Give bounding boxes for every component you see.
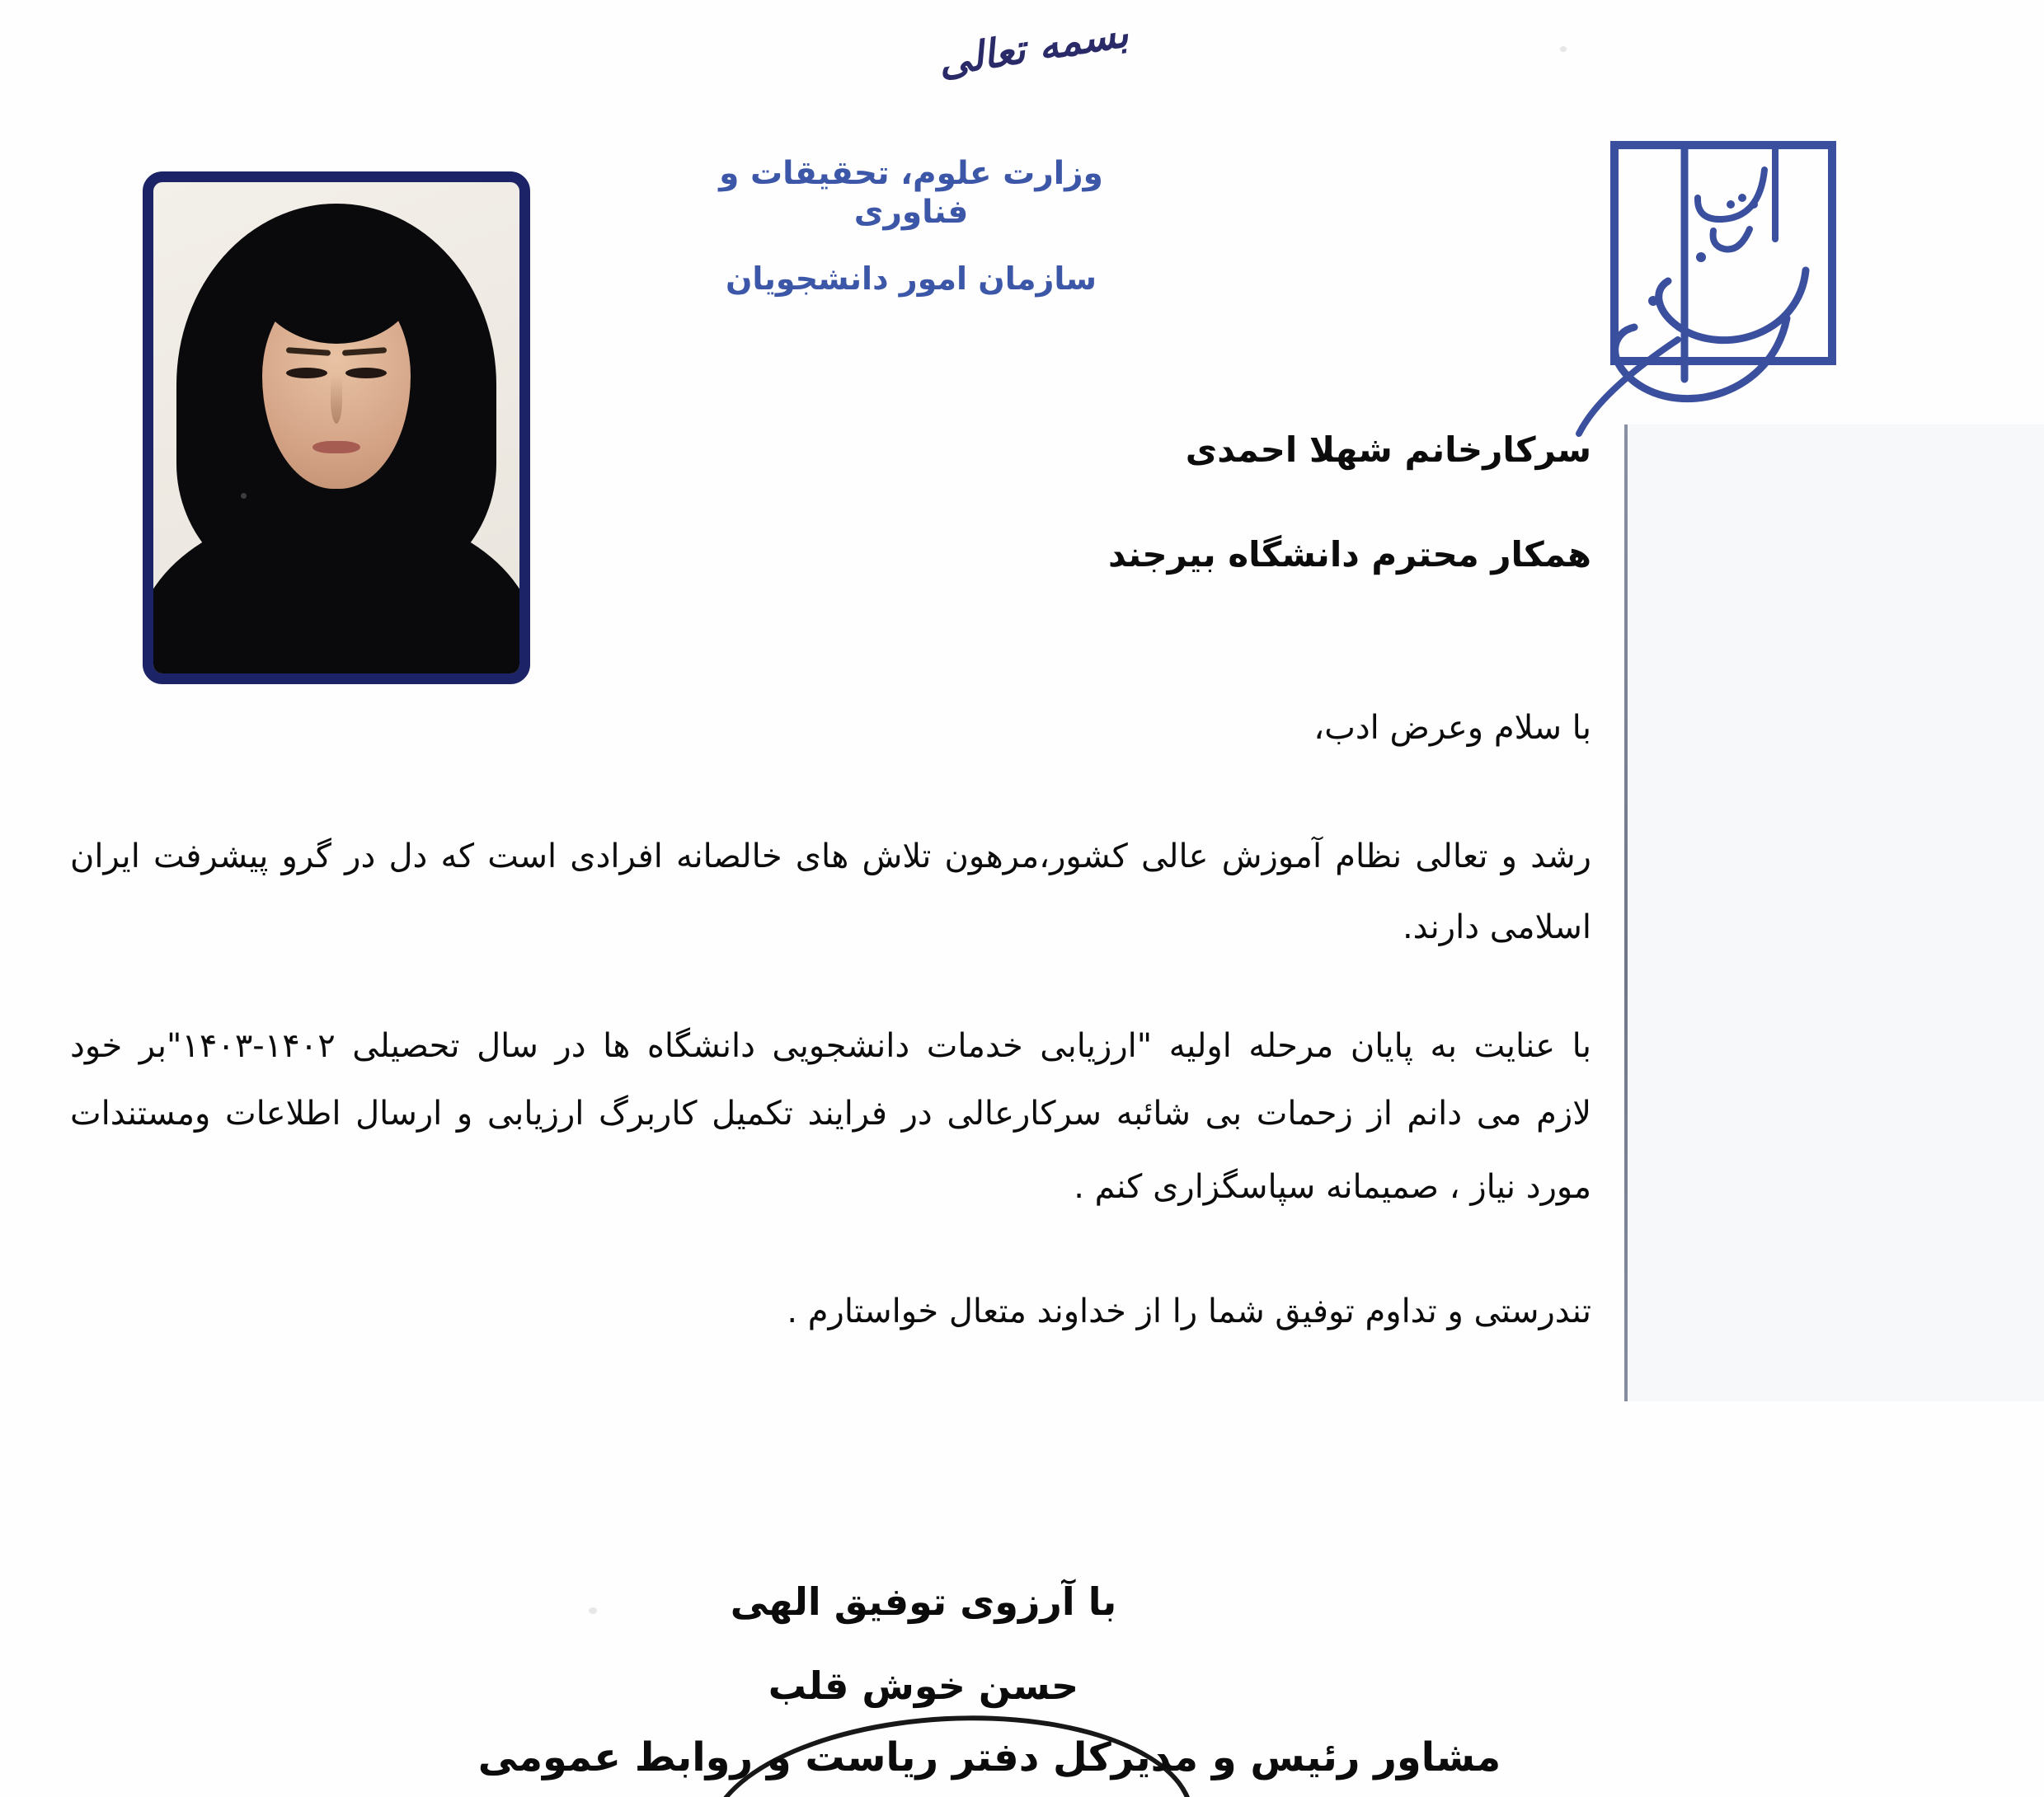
logo-border (1614, 145, 1832, 361)
face-brow-left (342, 347, 387, 356)
paragraph-2-line-1: با عنایت به پایان مرحله اولیه "ارزیابی خدمات دانشجویی دانشگاه ها در سال تحصیلی ۱۴۰۲-۱۴۰۳"بر خود (70, 1027, 1591, 1065)
scan-speck (589, 1607, 597, 1614)
face-eye-right (286, 368, 327, 378)
scan-speck (1560, 46, 1567, 52)
scan-margin-shading (1628, 425, 2044, 1401)
bismillah-calligraphy: بسمه تعالی (934, 10, 1132, 86)
face-eye-left (345, 368, 387, 378)
paragraph-1-line-1: رشد و تعالی نظام آموزش عالی کشور،مرهون تلاش های خالصانه افرادی است که دل در گرو پیشرفت ایران (70, 838, 1591, 875)
face-mouth (312, 441, 360, 453)
letterhead-ministry: وزارت علوم، تحقیقات و فناوری (719, 155, 1103, 231)
paragraph-1-line-2: اسلامی دارند. (1402, 908, 1591, 946)
face-brow-right (286, 347, 331, 356)
signature-wish: با آرزوی توفیق الهی (730, 1579, 1117, 1624)
student-affairs-logo-icon (1554, 132, 1843, 445)
face-nose (331, 376, 342, 424)
paragraph-2-line-3: مورد نیاز ، صمیمانه سپاسگزاری کنم . (1074, 1168, 1591, 1206)
closing-line: تندرستی و تداوم توفیق شما را از خداوند متعال خواستارم . (787, 1293, 1591, 1330)
recipient-role: همکار محترم دانشگاه بیرجند (1107, 534, 1591, 575)
letterhead (693, 155, 1130, 298)
vertical-divider-rule (1624, 425, 1628, 1401)
salutation-line: با سلام وعرض ادب، (1313, 709, 1591, 747)
paragraph-2-line-2: لازم می دانم از زحمات بی شائبه سرکارعالی در فرایند تکمیل کاربرگ ارزیابی و ارسال اطلاعات ومستندات (70, 1095, 1591, 1133)
recipient-name: سرکارخانم شهلا احمدی (1185, 429, 1591, 470)
signatory-name: حسن خوش قلب (768, 1663, 1079, 1708)
recipient-photo (143, 171, 530, 684)
letterhead-organization: سازمان امور دانشجویان (725, 260, 1097, 297)
signatory-title: مشاور رئیس و مدیرکل دفتر ریاست و روابط عمومی (477, 1734, 1501, 1781)
scan-speck (241, 493, 247, 499)
